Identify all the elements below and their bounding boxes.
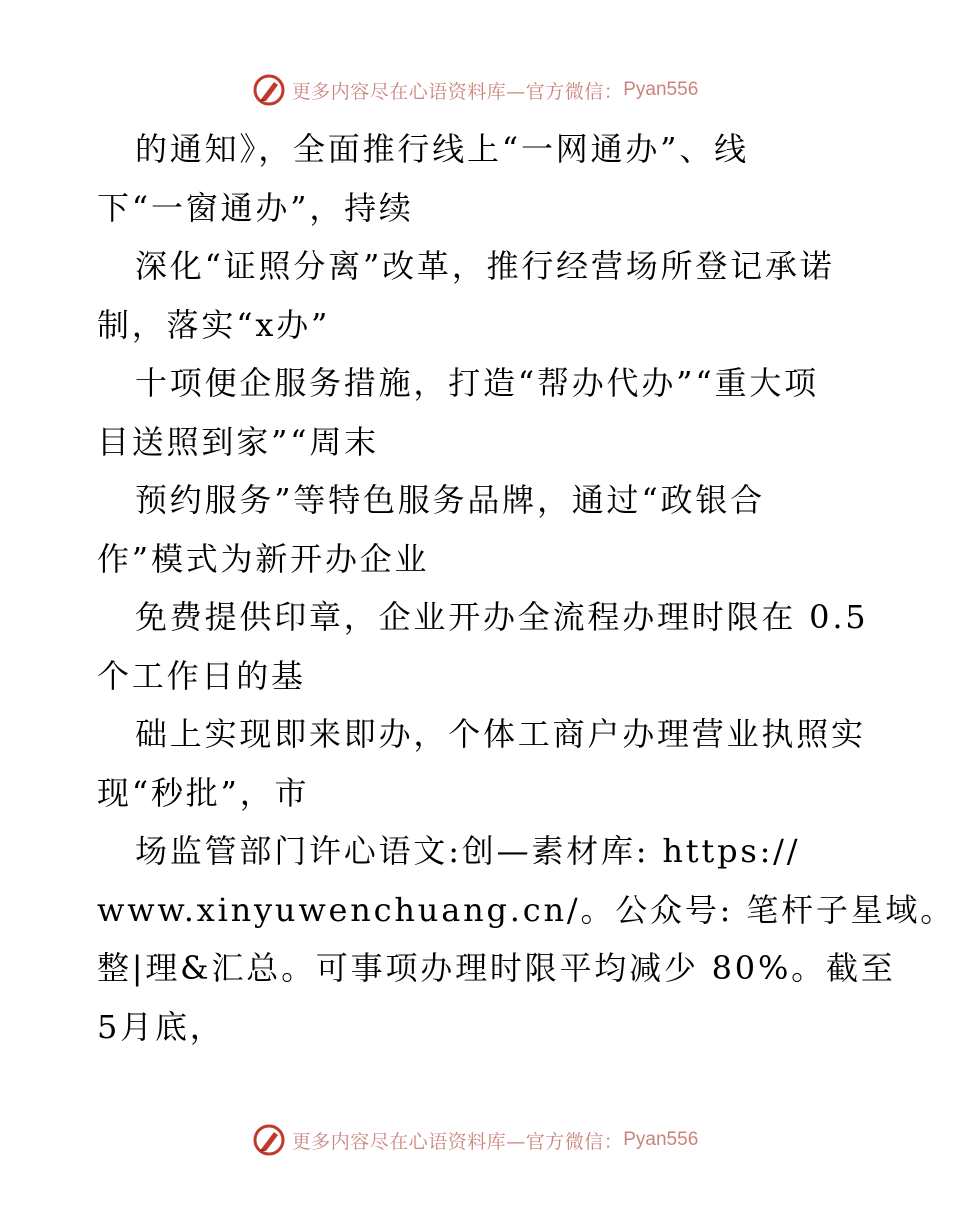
text-line: 础上实现即来即办，个体工商户办理营业执照实 — [135, 715, 866, 753]
watermark-text: 更多内容尽在心语资料库—官方微信： — [291, 80, 624, 103]
text-line: 目送照到家”“周末 — [97, 422, 379, 461]
text-line: 现“秒批”，市 — [97, 773, 310, 812]
watermark-text: 更多内容尽在心语资料库—官方微信： — [291, 1130, 624, 1153]
text-line: 免费提供印章，企业开办全流程办理时限在 0.5 — [135, 598, 869, 636]
text-line: www.xinyuwenchuang.cn/。公众号: 笔杆子星域。 — [97, 890, 955, 929]
text-line: 深化“证照分离”改革，推行经营场所登记承诺 — [135, 247, 835, 285]
text-line: 制，落实“x办” — [97, 305, 331, 344]
text-line: 作”模式为新开办企业 — [97, 539, 430, 578]
text-line: 下“一窗通办”，持续 — [97, 188, 414, 227]
watermark-wechat-id: Pyan556 — [623, 79, 699, 100]
text-line: 整|理&汇总。可事项办理时限平均减少 80%。截至 — [97, 949, 896, 987]
pen-logo-icon — [252, 73, 286, 107]
watermark-wechat-id: Pyan556 — [623, 1129, 699, 1150]
text-line: 的通知》，全面推行线上“一网通办”、线 — [135, 130, 749, 168]
pen-logo-icon — [252, 1123, 286, 1157]
text-line: 场监管部门许心语文:创—素材库: https:// — [135, 832, 801, 870]
footer-watermark — [0, 1120, 950, 1160]
document-body — [97, 120, 955, 1056]
text-line: 个工作日的基 — [97, 656, 306, 695]
text-line: 5月底， — [97, 1007, 225, 1046]
text-line: 预约服务”等特色服务品牌，通过“政银合 — [135, 481, 765, 519]
text-line: 十项便企服务措施，打造“帮办代办”“重大项 — [135, 364, 819, 402]
header-watermark — [0, 70, 950, 110]
